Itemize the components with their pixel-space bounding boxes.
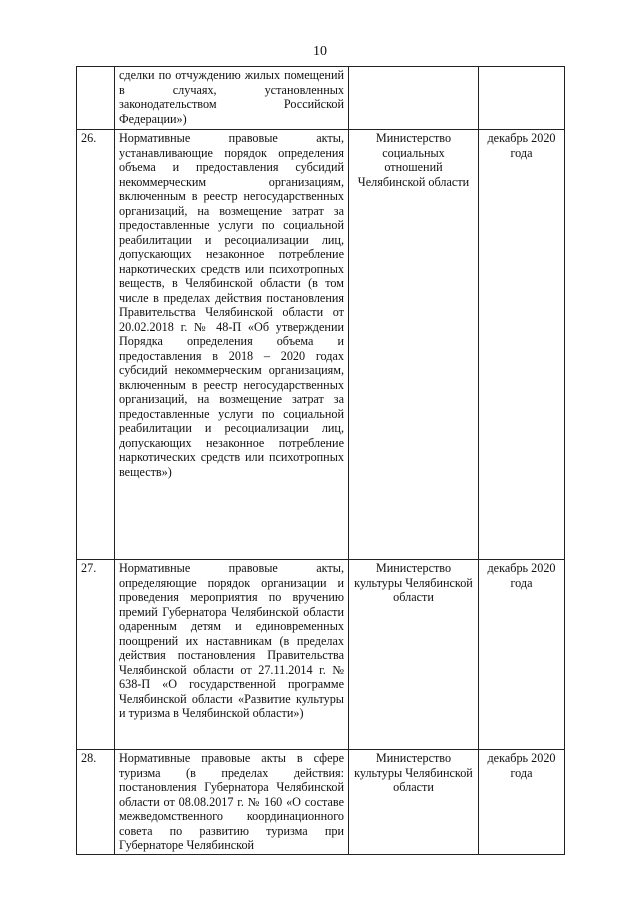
table-row	[77, 67, 565, 130]
row-organization: Министерство культуры Челябинской области	[349, 750, 479, 855]
row-organization: Министерство социальных отношений Челябинской области	[349, 130, 479, 560]
row-deadline: декабрь 2020 года	[479, 130, 565, 560]
row-deadline	[479, 67, 565, 130]
row-number: 26.	[77, 130, 115, 560]
table-row	[77, 130, 565, 560]
row-title: сделки по отчуждению жилых помещений в случаях, установленных законодательством Российской Федерации»)	[115, 67, 349, 130]
document-table	[76, 66, 565, 855]
row-title: Нормативные правовые акты, устанавливающие порядок определения объема и предоставления субсидий некоммерческим организациям, включенным в реестр негосударственных организаций, на возмещение затрат за предоставленные услуги по социальной реабилитации и ресоциализации лиц, допускающих незаконное потребление наркотических средств или психотропных веществ, в Челябинской области (в том числе в пределах действия постановления Правительства Челябинской области от 20.02.2018 г. № 48-П «Об утверждении Порядка определения объема и предоставления в 2018 – 2020 годах субсидий некоммерческим организациям, включенным в реестр негосударственных организаций, на возмещение затрат за предоставленные услуги по социальной реабилитации и ресоциализации лиц, допускающих незаконное потребление наркотических средств или психотропных веществ»)	[115, 130, 349, 560]
row-number: 28.	[77, 750, 115, 855]
row-organization	[349, 67, 479, 130]
row-number: 27.	[77, 560, 115, 750]
row-title: Нормативные правовые акты, определяющие порядок организации и проведения мероприятия по вручению премий Губернатора Челябинской области одаренным детям и единовременных поощрений их наставникам (в пределах действия постановления Правительства Челябинской области от 27.11.2014 г. № 638-П «О государственной программе Челябинской области «Развитие культуры и туризма в Челябинской области»)	[115, 560, 349, 750]
row-deadline: декабрь 2020 года	[479, 560, 565, 750]
table-row	[77, 560, 565, 750]
row-deadline: декабрь 2020 года	[479, 750, 565, 855]
table-row	[77, 750, 565, 855]
row-number	[77, 67, 115, 130]
row-title: Нормативные правовые акты в сфере туризма (в пределах действия: постановления Губернатора Челябинской области от 08.08.2017 г. № 160 «О составе межведомственного координационного совета по развитию туризма при Губернаторе Челябинской	[115, 750, 349, 855]
row-organization: Министерство культуры Челябинской области	[349, 560, 479, 750]
page-number: 10	[313, 44, 327, 59]
